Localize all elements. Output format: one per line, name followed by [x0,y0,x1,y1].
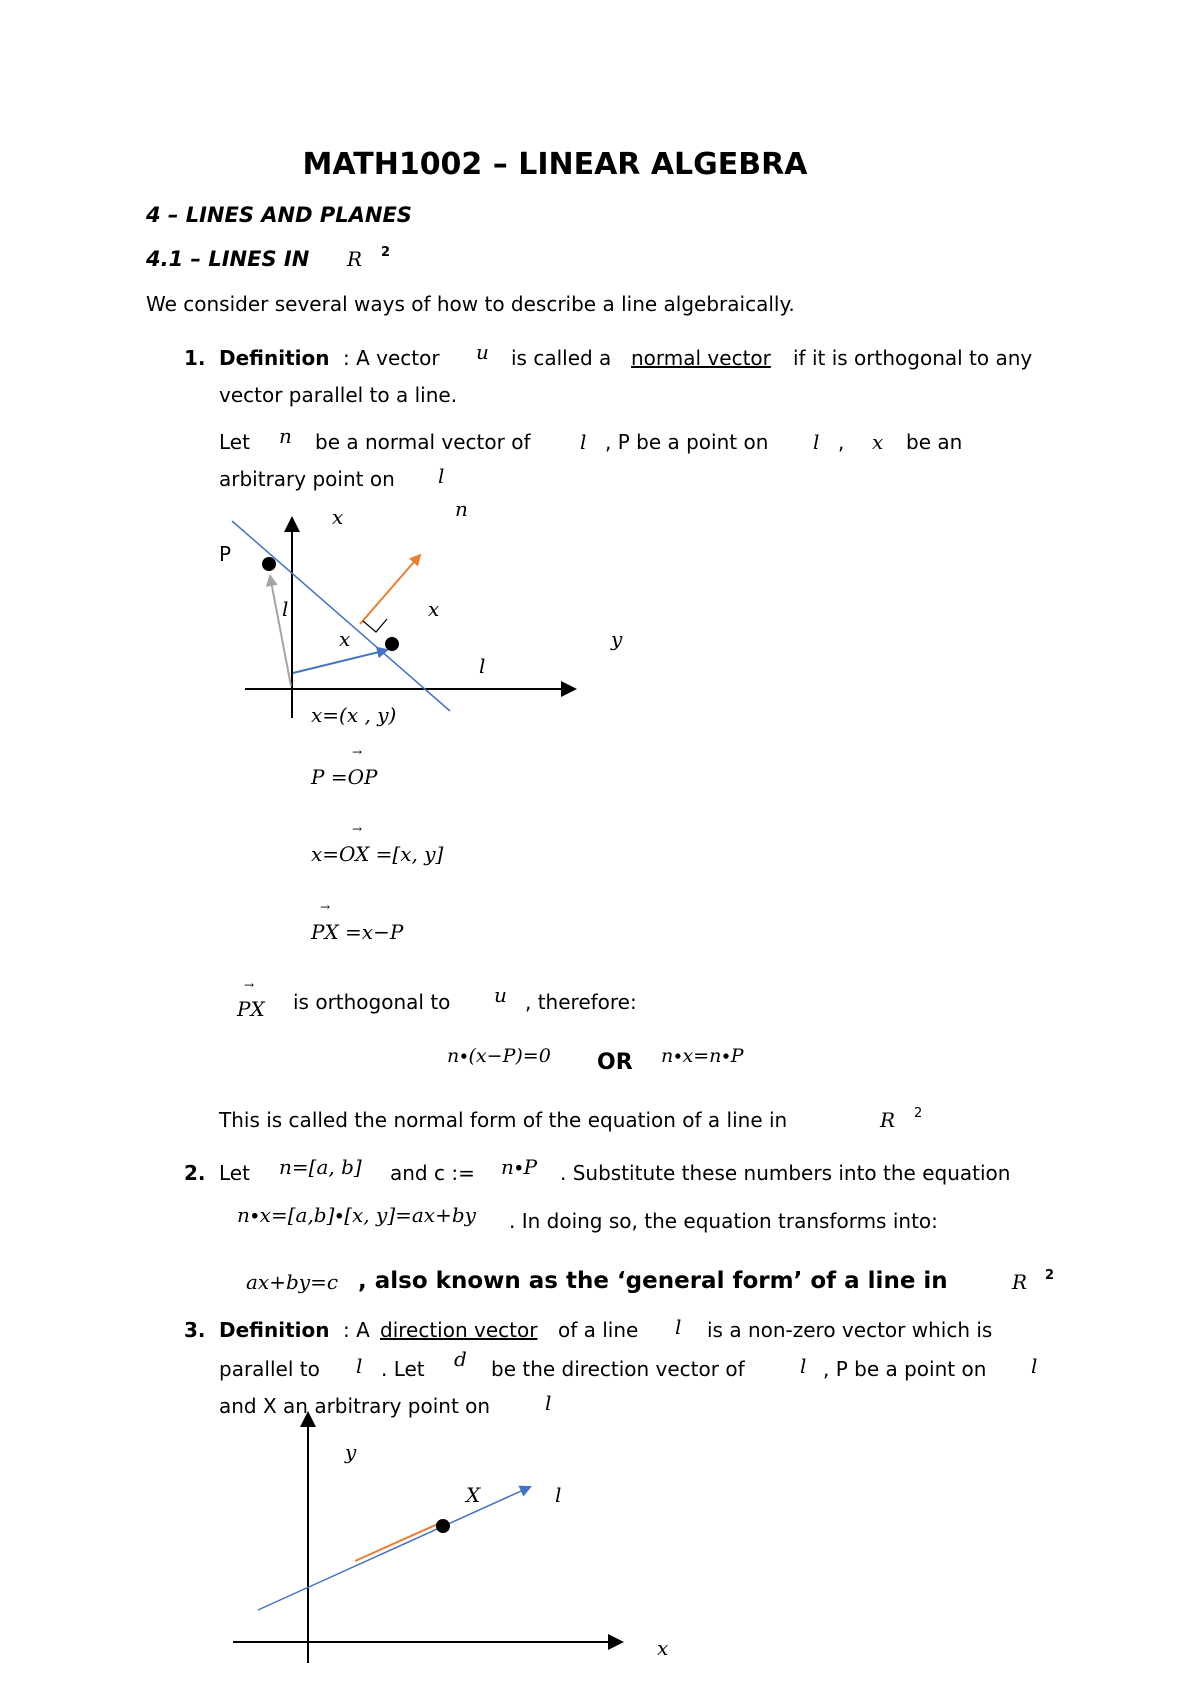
item1-be-normal: be a normal vector of [315,430,531,454]
item1-u: u [476,340,489,364]
item3-be-direction: be the direction vector of [491,1357,745,1381]
equation-px: PX =x−P [311,920,404,944]
general-equation: ax+by=c [246,1270,339,1294]
diagram2-point-x [436,1519,450,1533]
diagram1-label-l-left: l [282,597,289,621]
item3-direction-vector-term: direction vector [380,1318,538,1342]
item2-equation: n∙x=[a,b]∙[x, y]=ax+by [237,1203,476,1227]
equation-ox-arrow: → [352,822,363,836]
item3-parallel-to: parallel to [219,1357,320,1381]
item1-number: 1. [184,346,206,370]
equation-px-arrow: → [320,900,331,914]
subsection-math-r: R [347,247,363,271]
item3-and-x: and X an arbitrary point on [219,1394,491,1418]
item1-definition-word: Definition [219,346,330,370]
diagram2-label-y: y [345,1440,357,1464]
diagram1-label-x-mid: x [339,627,351,651]
orth-is-orthogonal: is orthogonal to [293,990,451,1014]
item3-l5: l [545,1391,552,1415]
equation-p-op: P =OP [311,765,378,789]
item1-orthogonal-rest: if it is orthogonal to any [793,346,1033,370]
diagram2-orange-direction-vector [355,1523,440,1561]
normal-eq-left: n∙(x−P)=0 [447,1045,551,1067]
item3-l4: l [1031,1354,1038,1378]
item1-be-an: be an [906,430,963,454]
item3-nonzero: is a non-zero vector which is [707,1318,993,1342]
item3-p-point: , P be a point on [823,1357,987,1381]
diagram1-label-p: P [219,542,232,566]
item1-arbitrary: arbitrary point on [219,467,395,491]
item3-let: . Let [381,1357,425,1381]
normal-form-sup: 2 [914,1106,923,1121]
item1-l3: l [438,464,445,488]
section-heading: 4 – LINES AND PLANES [146,203,412,227]
item1-let: Let [219,430,250,454]
diagram2-label-x: x [657,1636,669,1660]
item1-is-called: is called a [511,346,612,370]
item1-comma: , [838,430,845,454]
item2-let: Let [219,1161,250,1185]
diagram2-line-l [258,1487,530,1610]
subsection-heading: 4.1 – LINES IN [146,247,310,271]
item2-n-dot-p: n∙P [501,1155,538,1179]
diagram1-label-x-right: x [428,597,440,621]
item1-l: l [580,430,587,454]
orth-px: PX [237,997,265,1021]
item3-definition-word: Definition [219,1318,330,1342]
diagram2-label-X: X [466,1483,481,1507]
general-form-sup: 2 [1045,1268,1055,1283]
equation-x-ox: x=OX =[x, y] [311,842,444,866]
item2-substitute: . Substitute these numbers into the equation [560,1161,1011,1185]
normal-form-r: R [880,1108,896,1132]
diagram1-label-n: n [455,497,468,521]
item2-and-c: and c := [390,1161,475,1185]
item2-in-doing: . In doing so, the equation transforms into: [509,1209,938,1233]
normal-form-text: This is called the normal form of the equation of a line in [219,1108,788,1132]
general-form-text: , also known as the ‘general form’ of a line in [358,1268,948,1294]
item3-d: d [454,1347,467,1371]
diagram2-label-l: l [555,1483,562,1507]
item3-l3: l [800,1354,807,1378]
item3-of-a-line: of a line [558,1318,639,1342]
item1-p-point: , P be a point on [605,430,769,454]
diagram1-label-x-top: x [332,505,344,529]
orth-therefore: , therefore: [525,990,637,1014]
diagram1-label-l-bottom: l [479,654,486,678]
item1-a-vector: : A vector [343,346,440,370]
item1-n: n [279,424,292,448]
diagram1-label-y: y [611,627,623,651]
item2-number: 2. [184,1161,206,1185]
page-title: MATH1002 – LINEAR ALGEBRA [302,147,808,182]
intro-text: We consider several ways of how to describe a line algebraically. [146,292,795,316]
orth-px-arrow: → [244,978,255,992]
item1-line2: vector parallel to a line. [219,383,458,407]
item2-n-eq: n=[a, b] [279,1155,362,1179]
orth-u: u [494,983,507,1007]
item1-l2: l [813,430,820,454]
item3-l1: l [675,1315,682,1339]
item3-colon-a: : A [343,1318,370,1342]
item3-l2: l [356,1354,363,1378]
equation-x-coords: x=(x , y) [311,703,397,727]
item1-x: x [872,430,884,454]
normal-eq-or: OR [597,1050,633,1075]
normal-eq-right: n∙x=n∙P [661,1045,744,1067]
subsection-superscript: 2 [381,245,391,260]
equation-op-arrow: → [352,745,363,759]
item1-normal-vector-term: normal vector [631,346,771,370]
item3-number: 3. [184,1318,206,1342]
general-form-r: R [1012,1270,1028,1294]
